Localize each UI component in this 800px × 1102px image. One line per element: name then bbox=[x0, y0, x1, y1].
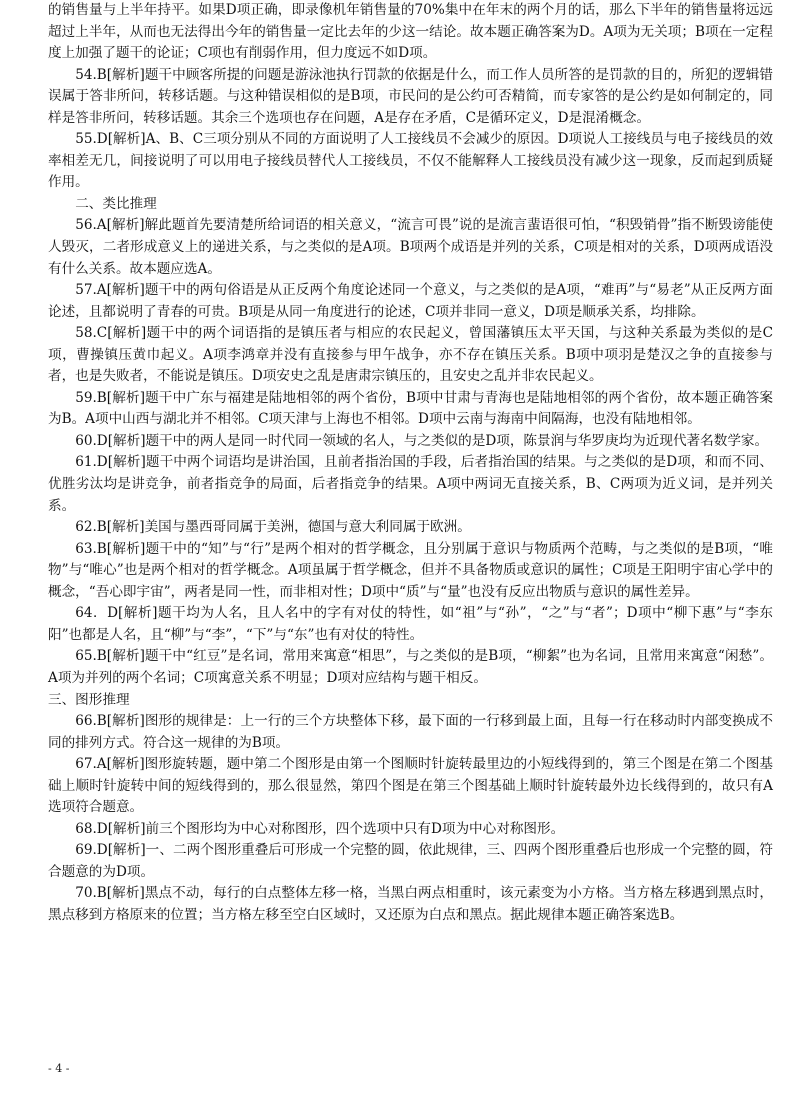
answer-61: 61.D[解析]题干中两个词语均是讲治国，且前者指治国的手段，后者指治国的结果。与之类似的是D项，和而不同、优胜劣汰均是讲竞争，前者指竞争的局面，后者指竞争的结果。A项中两词无直接关系，B、C两项为近义词，是并列关系。 bbox=[48, 454, 773, 514]
answer-65: 65.B[解析]题干中“红豆”是名词，常用来寓意“相思”，与之类似的是B项，“柳絮”也为名词，且常用来寓意“闲愁”。A项为并列的两个名词；C项寓意关系不明显；D项对应结构与题干相反。 bbox=[48, 648, 773, 686]
answer-explanations bbox=[48, 0, 773, 927]
answer-60: 60.D[解析]题干中的两人是同一时代同一领域的名人，与之类似的是D项，陈景润与华罗庚均为近现代著名数学家。 bbox=[75, 432, 769, 449]
answer-63: 63.B[解析]题干中的“知”与“行”是两个相对的哲学概念，且分别属于意识与物质两个范畴，与之类似的是B项，“唯物”与“唯心”也是两个相对的哲学概念。A项虽属于哲学概念，但并不具备物质或意识的属性；C项是王阳明宇宙心学中的概念，“吾心即宇宙”，两者是同一性，而非相对性；D项中“质”与“量”也没有反应出物质与意识的属性差异。 bbox=[48, 540, 773, 600]
answer-67: 67.A[解析]图形旋转题，题中第二个图形是由第一个图顺时针旋转最里边的小短线得到的，第三个图是在第二个图基础上顺时针旋转中间的短线得到的，那么很显然，第四个图是在第三个图基础上顺时针旋转最外边长线得到的，故只有A选项符合题意。 bbox=[48, 756, 773, 816]
answer-54: 54.B[解析]题干中顾客所提的问题是游泳池执行罚款的依据是什么，而工作人员所答的是罚款的目的，所犯的逻辑错误属于答非所问，转移话题。与这种错误相似的是B项，市民问的是公约可否精简，而专家答的是公约是如何制定的，同样是答非所问，转移话题。其余三个选项也存在问题，A是存在矛盾，C是循环定义，D是混淆概念。 bbox=[48, 66, 773, 126]
answer-62: 62.B[解析]美国与墨西哥同属于美洲，德国与意大利同属于欧洲。 bbox=[75, 519, 471, 536]
page-number: - 4 - bbox=[48, 1062, 70, 1076]
answer-66: 66.B[解析]图形的规律是：上一行的三个方块整体下移，最下面的一行移到最上面，且每一行在移动时内部变换成不同的排列方式。符合这一规律的为B项。 bbox=[48, 713, 773, 751]
answer-68: 68.D[解析]前三个图形均为中心对称图形，四个选项中只有D项为中心对称图形。 bbox=[75, 820, 565, 837]
section-heading-analogy: 二、类比推理 bbox=[75, 195, 157, 212]
answer-70: 70.B[解析]黑点不动，每行的白点整体左移一格，当黑白两点相重时，该元素变为小方格。当方格左移遇到黑点时，黑点移到方格原来的位置；当方格左移至空白区域时，又还原为白点和黑点。据此规律本题正确答案选B。 bbox=[48, 885, 773, 923]
answer-59: 59.B[解析]题干中广东与福建是陆地相邻的两个省份，B项中甘肃与青海也是陆地相邻的两个省份，故本题正确答案为B。A项中山西与湖北并不相邻。C项天津与上海也不相邻。D项中云南与海南中间隔海，也没有陆地相邻。 bbox=[48, 389, 773, 428]
para-continued: 的销售量与上半年持平。如果D项正确，即录像机年销售量的70%集中在年末的两个月的话，那么下半年的销售量将远远超过上半年，从而也无法得出今年的销售量一定比去年的少这一结论。故本题正确答案为D。A项为无关项；B项在一定程度上加强了题干的论证；C项也有削弱作用，但力度远不如D项。 bbox=[48, 2, 773, 62]
answer-55: 55.D[解析]A、B、C三项分别从不同的方面说明了人工接线员不会减少的原因。D项说人工接线员与电子接线员的效率相差无几，间接说明了可以用电子接线员替代人工接线员，不仅不能解释人工接线员没有减少这一现象，反而起到质疑作用。 bbox=[48, 131, 773, 191]
answer-56: 56.A[解析]解此题首先要清楚所给词语的相关意义，“流言可畏”说的是流言蜚语很可怕，“积毁销骨”指不断毁谤能使人毁灭，二者形成意义上的递进关系，与之类似的是A项。B项两个成语是并列的关系，C项是相对的关系，D项两成语没有什么关系。故本题应选A。 bbox=[48, 217, 773, 277]
section-heading-figure: 三、图形推理 bbox=[48, 691, 130, 708]
answer-58: 58.C[解析]题干中的两个词语指的是镇压者与相应的农民起义，曾国藩镇压太平天国，与这种关系最为类似的是C项，曹操镇压黄巾起义。A项李鸿章并没有直接参与甲午战争，亦不存在镇压关系。B项中项羽是楚汉之争的直接参与者，也是失败者，不能说是镇压。D项安史之乱是唐肃宗镇压的，且安史之乱并非农民起义。 bbox=[48, 325, 773, 385]
answer-64: 64．D[解析]题干均为人名，且人名中的字有对仗的特性，如“祖”与“孙”，“之”与“者”；D项中“柳下惠”与“李东阳”也都是人名，且“柳”与“李”，“下”与“东”也有对仗的特性。 bbox=[48, 605, 773, 643]
answer-57: 57.A[解析]题干中的两句俗语是从正反两个角度论述同一个意义，与之类似的是A项，“难再”与“易老”从正反两方面论述，且都说明了青春的可贵。B项是从同一角度进行的论述，C项并非同一意义，D项是顺承关系，均排除。 bbox=[48, 282, 773, 320]
answer-69: 69.D[解析]一、二两个图形重叠后可形成一个完整的圆，依此规律，三、四两个图形重叠后也形成一个完整的圆，符合题意的为D项。 bbox=[48, 842, 773, 880]
